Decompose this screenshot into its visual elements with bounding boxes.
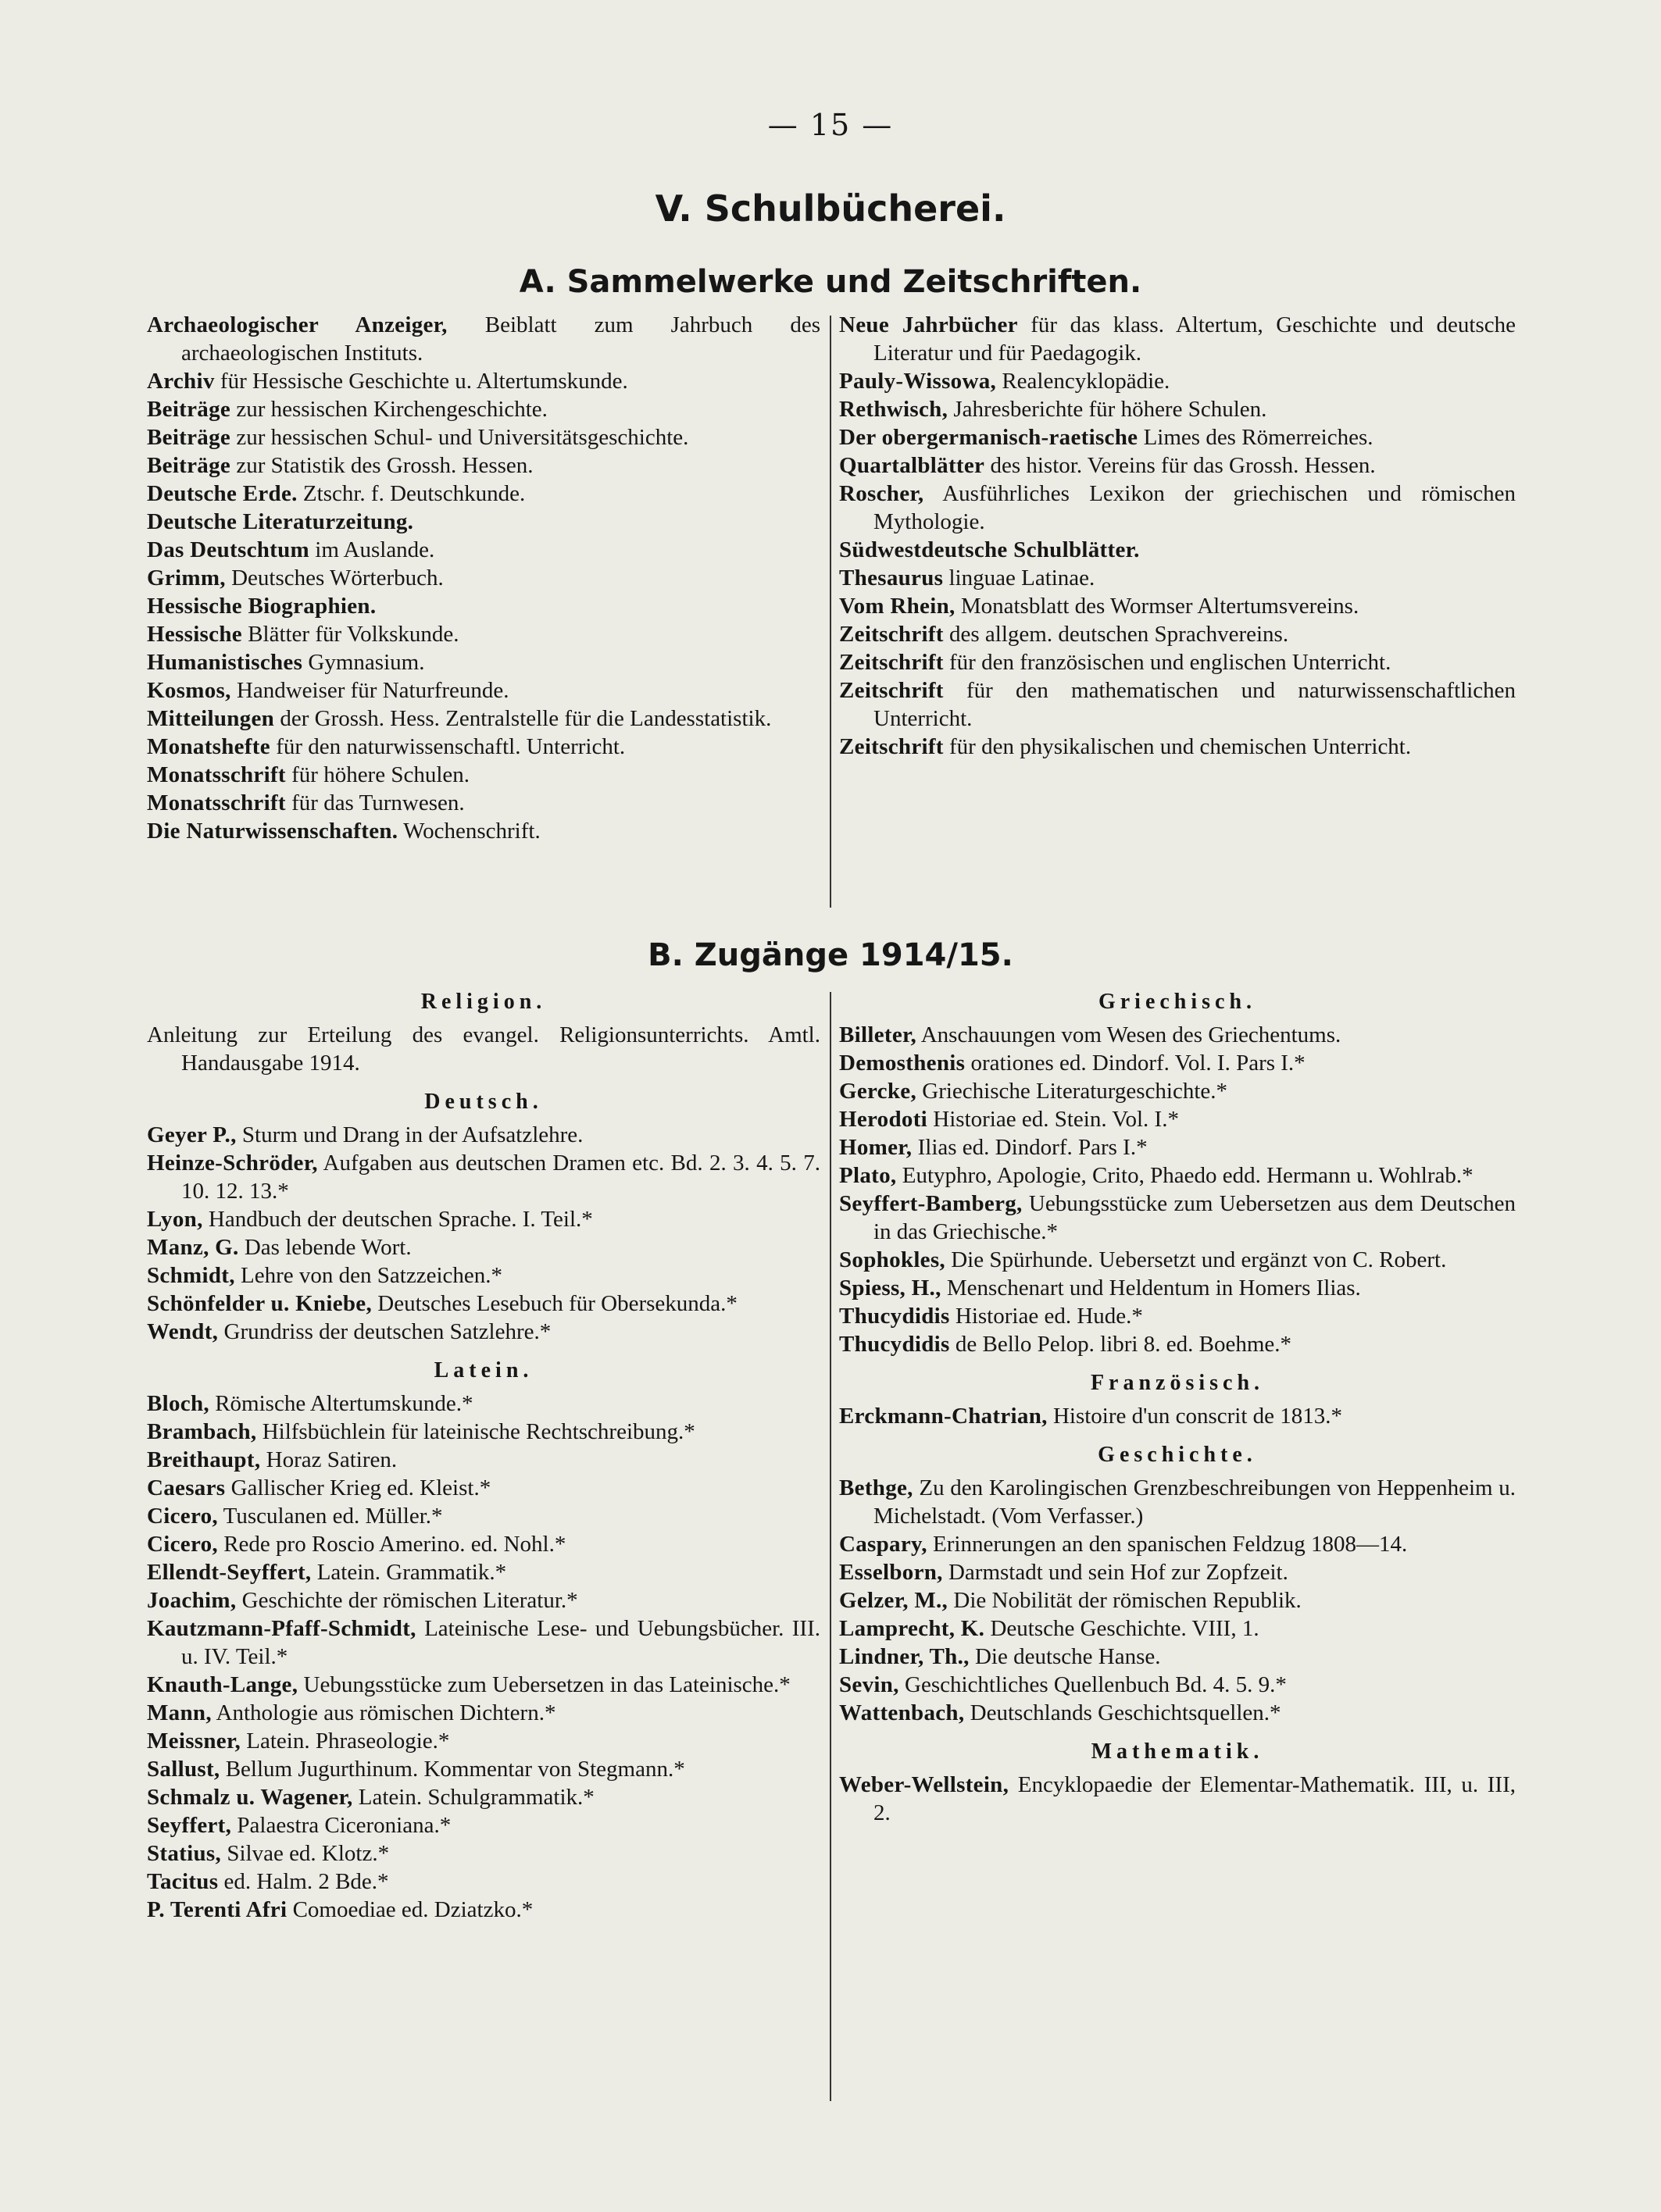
entry-author: Erckmann-Chatrian,: [839, 1404, 1048, 1429]
bibliography-entry: [147, 1502, 820, 1530]
entry-author: Südwestdeutsche Schulblätter.: [839, 537, 1140, 562]
bibliography-entry: [147, 1896, 820, 1924]
bibliography-entry: [839, 733, 1516, 761]
bibliography-entry: [147, 1418, 820, 1446]
entry-author: Archiv: [147, 369, 215, 394]
entry-author: Seyffert-Bamberg,: [839, 1191, 1023, 1216]
entry-author: Mann,: [147, 1700, 212, 1725]
bibliography-entry: [147, 1727, 820, 1755]
entry-author: Herodoti: [839, 1107, 928, 1132]
entry-title: Bellum Jugurthinum. Kommentar von Stegmann.*: [220, 1757, 685, 1782]
entry-author: Zeitschrift: [839, 678, 944, 703]
bibliography-entry: [839, 1077, 1516, 1105]
entry-author: Der obergermanisch-raetische: [839, 425, 1138, 450]
entry-author: Quartalblätter: [839, 453, 985, 478]
bibliography-entry: [147, 311, 820, 367]
entry-title: Zu den Karolingischen Grenzbeschreibungen von Heppenheim u. Michelstadt. (Vom Verfasser.): [873, 1475, 1516, 1529]
entry-author: Heinze-Schröder,: [147, 1151, 318, 1176]
entry-author: Hessische: [147, 622, 242, 647]
bibliography-entry: [839, 1402, 1516, 1430]
entry-author: Wendt,: [147, 1319, 219, 1344]
entry-author: Spiess, H.,: [839, 1275, 941, 1300]
entry-title: Ausführliches Lexikon der griechischen und römischen Mythologie.: [873, 481, 1516, 534]
bibliography-entry: [147, 733, 820, 761]
entry-title: für den mathematischen und naturwissenschaftlichen Unterricht.: [873, 678, 1516, 731]
entry-title: Latein. Grammatik.*: [311, 1560, 507, 1585]
entry-title: Deutschlands Geschichtsquellen.*: [964, 1700, 1281, 1725]
bibliography-entry: [147, 1290, 820, 1318]
bibliography-entry: [839, 1021, 1516, 1049]
bibliography-entry: [147, 1205, 820, 1233]
entry-author: Bloch,: [147, 1391, 209, 1416]
entry-title: für den physikalischen und chemischen Unterricht.: [943, 734, 1412, 759]
bibliography-entry: [839, 648, 1516, 676]
entry-title: Sturm und Drang in der Aufsatzlehre.: [236, 1122, 584, 1147]
bibliography-entry: [839, 1643, 1516, 1671]
bibliography-entry: [839, 1530, 1516, 1558]
entry-title: Uebungsstücke zum Uebersetzen in das Lateinische.*: [298, 1672, 791, 1697]
entry-author: Breithaupt,: [147, 1447, 261, 1472]
entry-author: Meissner,: [147, 1729, 241, 1754]
entry-author: Seyffert,: [147, 1813, 232, 1838]
bibliography-entry: [839, 451, 1516, 480]
entry-title: Hilfsbüchlein für lateinische Rechtschreibung.*: [256, 1419, 695, 1444]
bibliography-entry: [839, 1586, 1516, 1614]
entry-author: Zeitschrift: [839, 650, 944, 675]
bibliography-entry: [839, 1671, 1516, 1699]
entry-title: ed. Halm. 2 Bde.*: [218, 1869, 389, 1894]
entry-author: Monatshefte: [147, 734, 270, 759]
bibliography-entry: [147, 564, 820, 592]
entry-title: zur hessischen Schul- und Universitätsgeschichte.: [230, 425, 689, 450]
bibliography-entry: [147, 648, 820, 676]
entry-author: Schönfelder u. Kniebe,: [147, 1291, 373, 1316]
entry-title: Anschauungen vom Wesen des Griechentums.: [916, 1022, 1341, 1047]
bibliography-entry: [839, 1558, 1516, 1586]
entry-title: Histoire d'un conscrit de 1813.*: [1047, 1404, 1343, 1429]
entry-title: des histor. Vereins für das Grossh. Hessen.: [984, 453, 1376, 478]
bibliography-entry: [147, 761, 820, 789]
bibliography-entry: [839, 1274, 1516, 1302]
bibliography-entry: [147, 817, 820, 845]
bibliography-entry: [839, 1049, 1516, 1077]
entry-title: Blätter für Volkskunde.: [241, 622, 459, 647]
bibliography-entry: [839, 1190, 1516, 1246]
bibliography-entry: [147, 676, 820, 705]
entry-author: Bethge,: [839, 1475, 913, 1500]
entry-author: Manz, G.: [147, 1235, 239, 1260]
entry-author: Lyon,: [147, 1207, 203, 1232]
entry-author: Beiträge: [147, 425, 231, 450]
entry-title: für das Turnwesen.: [285, 790, 465, 815]
section-a-left-column: [147, 311, 820, 845]
bibliography-entry: [839, 1330, 1516, 1358]
entry-title: für höhere Schulen.: [285, 762, 470, 787]
entry-author: Esselborn,: [839, 1560, 943, 1585]
entry-author: Zeitschrift: [839, 622, 944, 647]
entry-author: Neue Jahrbücher: [839, 312, 1018, 337]
entry-title: zur Statistik des Grossh. Hessen.: [230, 453, 534, 478]
entry-author: Humanistisches: [147, 650, 303, 675]
bibliography-entry: [147, 423, 820, 451]
entry-author: Schmalz u. Wagener,: [147, 1785, 353, 1810]
page-number: — 15 —: [767, 108, 894, 142]
subject-heading: Deutsch.: [424, 1090, 543, 1114]
bibliography-entry: [839, 1614, 1516, 1643]
entry-title: Silvae ed. Klotz.*: [221, 1841, 390, 1866]
entry-author: Tacitus: [147, 1869, 219, 1894]
entry-title: Aufgaben aus deutschen Dramen etc. Bd. 2. 3. 4. 5. 7. 10. 12. 13.*: [181, 1151, 820, 1204]
bibliography-entry: [839, 480, 1516, 536]
entry-author: Deutsche Erde.: [147, 481, 298, 506]
bibliography-entry: [147, 1233, 820, 1261]
entry-author: Kosmos,: [147, 678, 231, 703]
entry-title: Erinnerungen an den spanischen Feldzug 1808—14.: [927, 1532, 1408, 1557]
column-divider: [830, 992, 831, 2101]
entry-title: Jahresberichte für höhere Schulen.: [948, 397, 1267, 422]
entry-title: Die deutsche Hanse.: [969, 1644, 1161, 1669]
entry-author: Cicero,: [147, 1532, 218, 1557]
bibliography-entry: [147, 451, 820, 480]
subject-heading: Mathematik.: [1091, 1739, 1264, 1764]
entry-author: Gelzer, M.,: [839, 1588, 948, 1613]
entry-title: Latein. Phraseologie.*: [241, 1729, 450, 1754]
entry-author: Wattenbach,: [839, 1700, 965, 1725]
entry-title: Gallischer Krieg ed. Kleist.*: [225, 1475, 491, 1500]
entry-title: Ilias ed. Dindorf. Pars I.*: [912, 1135, 1148, 1160]
entry-author: Monatsschrift: [147, 790, 286, 815]
entry-author: Roscher,: [839, 481, 924, 506]
bibliography-entry: [147, 1558, 820, 1586]
subject-heading: Religion.: [420, 990, 547, 1014]
entry-title: Die Nobilität der römischen Republik.: [948, 1588, 1302, 1613]
bibliography-entry: [147, 1318, 820, 1346]
entry-title: Horaz Satiren.: [260, 1447, 398, 1472]
entry-author: Die Naturwissenschaften.: [147, 819, 398, 844]
entry-title: Limes des Römerreiches.: [1138, 425, 1373, 450]
entry-title: Eutyphro, Apologie, Crito, Phaedo edd. Hermann u. Wohlrab.*: [896, 1163, 1473, 1188]
entry-author: Lindner, Th.,: [839, 1644, 970, 1669]
bibliography-entry: [147, 1755, 820, 1783]
column-divider: [830, 316, 831, 908]
bibliography-entry: [147, 1614, 820, 1671]
entry-author: Geyer P.,: [147, 1122, 237, 1147]
section-a-right-column: [839, 311, 1516, 761]
entry-title: Grundriss der deutschen Satzlehre.*: [218, 1319, 552, 1344]
bibliography-entry: [839, 536, 1516, 564]
entry-title: für den französischen und englischen Unterricht.: [943, 650, 1391, 675]
entry-title: Geschichte der römischen Literatur.*: [236, 1588, 578, 1613]
entry-title: Rede pro Roscio Amerino. ed. Nohl.*: [217, 1532, 566, 1557]
bibliography-entry: [839, 1302, 1516, 1330]
bibliography-entry: [147, 789, 820, 817]
entry-author: Beiträge: [147, 397, 231, 422]
entry-author: Kautzmann-Pfaff-Schmidt,: [147, 1616, 416, 1641]
entry-title: Deutsche Geschichte. VIII, 1.: [984, 1616, 1259, 1641]
bibliography-entry: [839, 1474, 1516, 1530]
subject-heading: Latein.: [434, 1358, 534, 1382]
section-b-left-column: [147, 988, 820, 1924]
bibliography-entry: [839, 592, 1516, 620]
entry-author: Weber-Wellstein,: [839, 1772, 1009, 1797]
entry-author: Billeter,: [839, 1022, 917, 1047]
bibliography-entry: [147, 1390, 820, 1418]
bibliography-entry: [147, 1121, 820, 1149]
bibliography-entry: [839, 620, 1516, 648]
entry-title: Gymnasium.: [302, 650, 425, 675]
entry-title: Wochenschrift.: [398, 819, 541, 844]
bibliography-entry: [839, 1161, 1516, 1190]
entry-title: Beiblatt zum Jahrbuch des archaeologischen Instituts.: [181, 312, 820, 366]
entry-title: Römische Altertumskunde.*: [209, 1391, 473, 1416]
entry-author: Grimm,: [147, 565, 226, 590]
entry-title: der Grossh. Hess. Zentralstelle für die Landesstatistik.: [274, 706, 772, 731]
section-b-right-column: [839, 988, 1516, 1827]
bibliography-entry: [147, 395, 820, 423]
entry-title: Comoediae ed. Dziatzko.*: [287, 1897, 534, 1922]
entry-author: Knauth-Lange,: [147, 1672, 298, 1697]
bibliography-entry: [147, 1671, 820, 1699]
entry-title: für Hessische Geschichte u. Altertumskunde.: [214, 369, 628, 394]
entry-author: Sophokles,: [839, 1247, 945, 1272]
entry-author: Homer,: [839, 1135, 913, 1160]
entry-author: Ellendt-Seyffert,: [147, 1560, 312, 1585]
entry-author: Das Deutschtum: [147, 537, 310, 562]
entry-title: Deutsches Wörterbuch.: [225, 565, 444, 590]
bibliography-entry: [147, 1446, 820, 1474]
entry-author: Hessische Biographien.: [147, 594, 377, 619]
bibliography-entry: [839, 423, 1516, 451]
bibliography-entry: [839, 1246, 1516, 1274]
entry-author: Demosthenis: [839, 1051, 966, 1076]
entry-author: Rethwisch,: [839, 397, 948, 422]
bibliography-entry: [839, 1133, 1516, 1161]
entry-author: Deutsche Literaturzeitung.: [147, 509, 414, 534]
entry-author: Caspary,: [839, 1532, 927, 1557]
subject-heading: Geschichte.: [1098, 1443, 1257, 1467]
entry-title: Historiae ed. Hude.*: [949, 1304, 1143, 1329]
entry-author: Zeitschrift: [839, 734, 944, 759]
entry-title: für den naturwissenschaftl. Unterricht.: [270, 734, 626, 759]
bibliography-entry: [147, 1783, 820, 1811]
entry-title: Encyklopaedie der Elementar-Mathematik. III, u. III, 2.: [873, 1772, 1516, 1825]
entry-title: Anleitung zur Erteilung des evangel. Religionsunterrichts. Amtl. Handausgabe 1914.: [147, 1022, 820, 1076]
page-title: V. Schulbücherei.: [655, 187, 1006, 230]
bibliography-entry: [147, 536, 820, 564]
entry-author: P. Terenti Afri: [147, 1897, 288, 1922]
entry-title: orationes ed. Dindorf. Vol. I. Pars I.*: [965, 1051, 1306, 1076]
entry-author: Vom Rhein,: [839, 594, 956, 619]
entry-author: Lamprecht, K.: [839, 1616, 985, 1641]
entry-author: Thucydidis: [839, 1304, 950, 1329]
bibliography-entry: [147, 480, 820, 508]
entry-title: Das lebende Wort.: [238, 1235, 412, 1260]
subject-heading: Französisch.: [1090, 1371, 1265, 1395]
bibliography-entry: [147, 1586, 820, 1614]
entry-author: Thucydidis: [839, 1332, 950, 1357]
bibliography-entry: [147, 1021, 820, 1077]
entry-title: Menschenart und Heldentum in Homers Ilias.: [941, 1275, 1361, 1300]
entry-author: Joachim,: [147, 1588, 237, 1613]
entry-title: Realencyklopädie.: [996, 369, 1170, 394]
entry-title: des allgem. deutschen Sprachvereins.: [943, 622, 1289, 647]
entry-title: linguae Latinae.: [943, 565, 1095, 590]
entry-title: Die Spürhunde. Uebersetzt und ergänzt von C. Robert.: [945, 1247, 1447, 1272]
entry-title: Deutsches Lesebuch für Obersekunda.*: [372, 1291, 738, 1316]
bibliography-entry: [839, 311, 1516, 367]
entry-author: Statius,: [147, 1841, 222, 1866]
entry-title: Uebungsstücke zum Uebersetzen aus dem Deutschen in das Griechische.*: [873, 1191, 1516, 1244]
entry-author: Monatsschrift: [147, 762, 286, 787]
entry-title: Historiae ed. Stein. Vol. I.*: [927, 1107, 1179, 1132]
entry-title: Handbuch der deutschen Sprache. I. Teil.*: [202, 1207, 593, 1232]
bibliography-entry: [839, 1105, 1516, 1133]
entry-author: Archaeologischer Anzeiger,: [147, 312, 448, 337]
bibliography-entry: [839, 1699, 1516, 1727]
entry-title: zur hessischen Kirchengeschichte.: [230, 397, 548, 422]
entry-title: Geschichtliches Quellenbuch Bd. 4. 5. 9.*: [898, 1672, 1287, 1697]
entry-author: Gercke,: [839, 1079, 916, 1104]
bibliography-entry: [147, 592, 820, 620]
entry-title: Handweiser für Naturfreunde.: [230, 678, 509, 703]
bibliography-entry: [147, 1530, 820, 1558]
bibliography-entry: [839, 564, 1516, 592]
bibliography-entry: [147, 620, 820, 648]
entry-title: Monatsblatt des Wormser Altertumsvereins.: [955, 594, 1359, 619]
entry-title: Darmstadt und sein Hof zur Zopfzeit.: [942, 1560, 1288, 1585]
bibliography-entry: [147, 367, 820, 395]
section-a-heading: A. Sammelwerke und Zeitschriften.: [519, 264, 1142, 300]
bibliography-entry: [839, 395, 1516, 423]
entry-title: für das klass. Altertum, Geschichte und deutsche Literatur und für Paedagogik.: [873, 312, 1516, 366]
bibliography-entry: [147, 508, 820, 536]
entry-title: Griechische Literaturgeschichte.*: [916, 1079, 1228, 1104]
bibliography-entry: [839, 1771, 1516, 1827]
entry-author: Beiträge: [147, 453, 231, 478]
entry-title: Ztschr. f. Deutschkunde.: [297, 481, 526, 506]
entry-title: de Bello Pelop. libri 8. ed. Boehme.*: [949, 1332, 1291, 1357]
entry-title: im Auslande.: [309, 537, 435, 562]
entry-author: Sevin,: [839, 1672, 899, 1697]
section-b-heading: B. Zugänge 1914/15.: [648, 937, 1013, 973]
entry-title: Lateinische Lese- und Uebungsbücher. III. u. IV. Teil.*: [181, 1616, 820, 1669]
bibliography-entry: [147, 1839, 820, 1868]
bibliography-entry: [839, 367, 1516, 395]
entry-author: Mitteilungen: [147, 706, 275, 731]
entry-author: Sallust,: [147, 1757, 220, 1782]
entry-author: Cicero,: [147, 1504, 218, 1529]
entry-author: Pauly-Wissowa,: [839, 369, 997, 394]
bibliography-entry: [147, 1149, 820, 1205]
entry-title: Anthologie aus römischen Dichtern.*: [211, 1700, 556, 1725]
bibliography-entry: [147, 705, 820, 733]
entry-title: Tusculanen ed. Müller.*: [217, 1504, 443, 1529]
bibliography-entry: [147, 1868, 820, 1896]
entry-title: Lehre von den Satzzeichen.*: [234, 1263, 502, 1288]
bibliography-entry: [147, 1261, 820, 1290]
entry-author: Brambach,: [147, 1419, 257, 1444]
entry-title: Palaestra Ciceroniana.*: [231, 1813, 452, 1838]
bibliography-entry: [147, 1811, 820, 1839]
bibliography-entry: [147, 1699, 820, 1727]
entry-author: Schmidt,: [147, 1263, 235, 1288]
entry-author: Caesars: [147, 1475, 226, 1500]
entry-author: Thesaurus: [839, 565, 944, 590]
entry-author: Plato,: [839, 1163, 897, 1188]
subject-heading: Griechisch.: [1098, 990, 1257, 1014]
bibliography-entry: [147, 1474, 820, 1502]
bibliography-entry: [839, 676, 1516, 733]
entry-title: Latein. Schulgrammatik.*: [352, 1785, 595, 1810]
